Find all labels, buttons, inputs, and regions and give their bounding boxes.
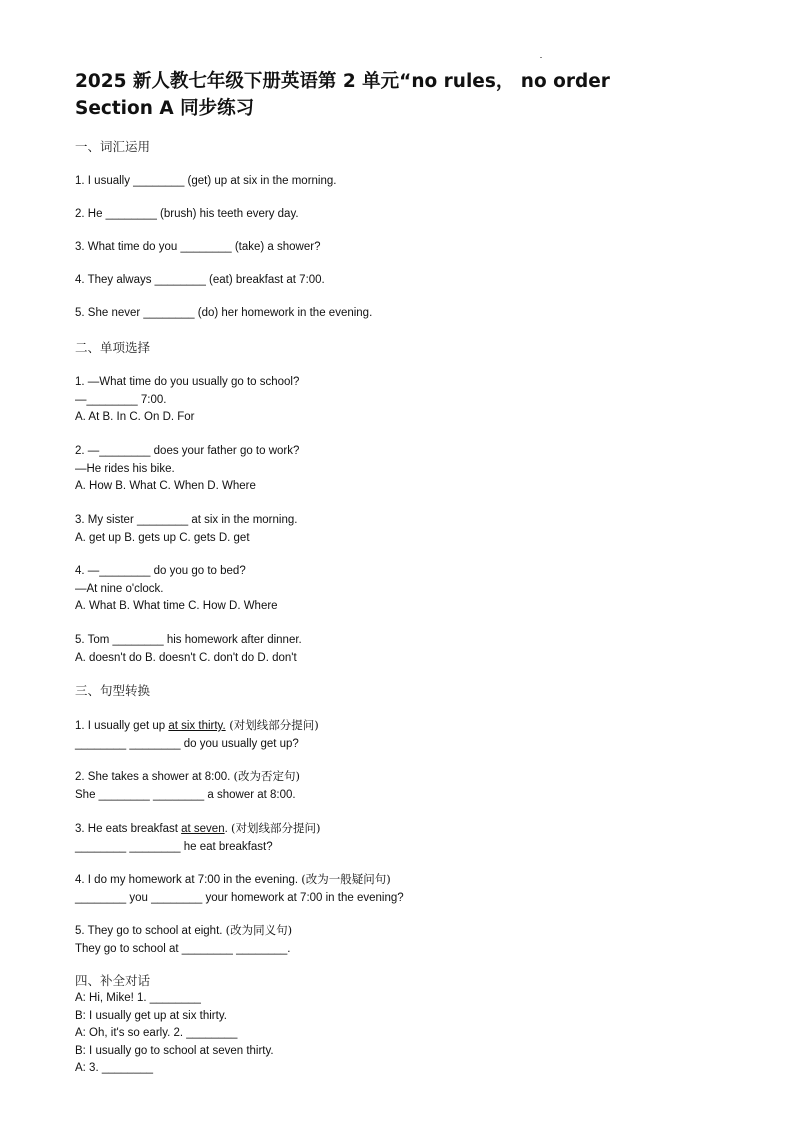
instruction: (对划线部分提问) bbox=[225, 718, 319, 732]
s2-question-4 bbox=[75, 563, 278, 616]
dialogue-line: B: I usually get up at six thirty. bbox=[75, 1009, 227, 1022]
dialogue-line: A: 3. ________ bbox=[75, 1062, 154, 1074]
options: A. What B. What time C. How D. Where bbox=[75, 600, 278, 612]
question-text: 4. —________ do you go to bed? bbox=[75, 565, 246, 577]
instruction: (改为同义句) bbox=[225, 923, 293, 937]
answer-line: She ________ ________ a shower at 8:00. bbox=[75, 788, 296, 801]
text: 3. He eats breakfast bbox=[75, 823, 182, 835]
answer-line: —At nine o'clock. bbox=[75, 582, 164, 595]
s2-question-5 bbox=[75, 632, 302, 667]
question-text bbox=[75, 820, 320, 839]
answer-line: They go to school at ________ ________. bbox=[75, 942, 291, 955]
underlined-part: at six thirty. bbox=[168, 720, 226, 732]
question-text bbox=[75, 871, 404, 890]
answer-line: ________ ________ he eat breakfast? bbox=[75, 840, 273, 853]
text: 2. She takes a shower at 8:00. bbox=[75, 771, 234, 783]
section-3-heading: 三、句型转换 bbox=[75, 683, 151, 698]
instruction: (改为一般疑问句) bbox=[301, 872, 391, 886]
underlined-part: at seven bbox=[181, 823, 225, 835]
text: 4. I do my homework at 7:00 in the evening. bbox=[75, 874, 302, 886]
dialogue-line: A: Hi, Mike! 1. ________ bbox=[75, 992, 201, 1004]
scan-dot bbox=[540, 57, 542, 58]
question-text: 1. —What time do you usually go to school? bbox=[75, 376, 300, 388]
s3-question-5 bbox=[75, 922, 292, 958]
dialogue-line: A: Oh, it's so early. 2. ________ bbox=[75, 1027, 238, 1039]
page-title: 2025 新人教七年级下册英语第 2 单元“no rules， no order bbox=[75, 71, 610, 92]
s2-question-3 bbox=[75, 512, 297, 547]
s3-question-1 bbox=[75, 717, 319, 753]
section-4-heading: 四、补全对话 bbox=[75, 973, 151, 988]
dialogue bbox=[75, 990, 274, 1078]
question-text: 5. Tom ________ his homework after dinner. bbox=[75, 634, 302, 646]
s3-question-4 bbox=[75, 871, 404, 907]
question-text bbox=[75, 768, 300, 787]
section-1-heading: 一、词汇运用 bbox=[75, 139, 151, 154]
s2-question-1 bbox=[75, 374, 299, 427]
question-text bbox=[75, 922, 292, 941]
options: A. get up B. gets up C. gets D. get bbox=[75, 531, 250, 544]
s1-item-4: 4. They always ________ (eat) breakfast at 7:00. bbox=[75, 274, 325, 286]
answer-line: —He rides his bike. bbox=[75, 462, 175, 475]
text: 1. I usually get up bbox=[75, 720, 169, 732]
question-text: 3. My sister ________ at six in the morning. bbox=[75, 514, 298, 526]
s1-item-5: 5. She never ________ (do) her homework in the evening. bbox=[75, 307, 373, 319]
s1-item-2: 2. He ________ (brush) his teeth every day. bbox=[75, 208, 299, 220]
question-text bbox=[75, 717, 319, 736]
options: A. How B. What C. When D. Where bbox=[75, 480, 256, 492]
question-text: 2. —________ does your father go to work? bbox=[75, 445, 300, 457]
options: A. doesn't do B. doesn't C. don't do D. don't bbox=[75, 651, 297, 664]
s1-item-1: 1. I usually ________ (get) up at six in the morning. bbox=[75, 175, 337, 187]
instruction: (改为否定句) bbox=[233, 769, 301, 783]
answer-line: —________ 7:00. bbox=[75, 393, 167, 406]
s3-question-3 bbox=[75, 820, 320, 856]
options: A. At B. In C. On D. For bbox=[75, 411, 195, 423]
section-2-heading: 二、单项选择 bbox=[75, 340, 151, 355]
dialogue-line: B: I usually go to school at seven thirty. bbox=[75, 1044, 274, 1057]
s3-question-2 bbox=[75, 768, 300, 804]
text: 5. They go to school at eight. bbox=[75, 925, 226, 937]
text: . bbox=[224, 823, 231, 835]
page-subtitle: Section A 同步练习 bbox=[75, 98, 255, 119]
instruction: (对划线部分提问) bbox=[231, 821, 321, 835]
answer-line: ________ you ________ your homework at 7:00 in the evening? bbox=[75, 891, 404, 904]
s1-item-3: 3. What time do you ________ (take) a shower? bbox=[75, 241, 321, 253]
answer-line: ________ ________ do you usually get up? bbox=[75, 737, 299, 750]
s2-question-2 bbox=[75, 443, 299, 496]
